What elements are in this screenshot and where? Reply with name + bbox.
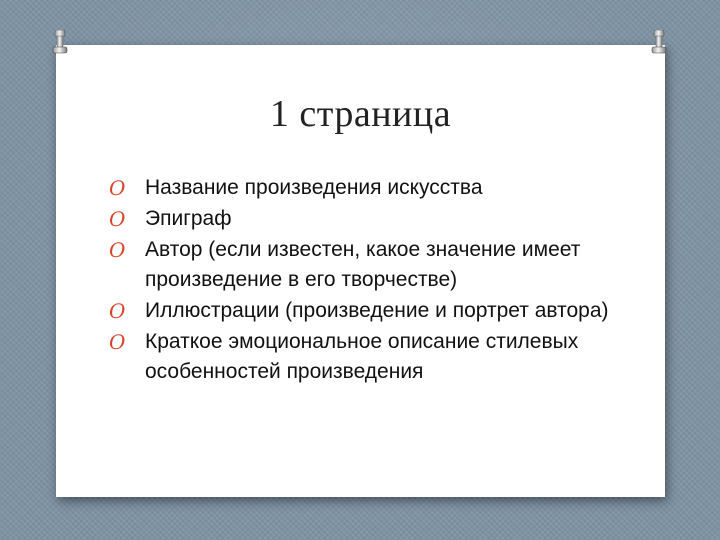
list-item xyxy=(109,327,629,387)
list-item xyxy=(109,235,629,295)
bullet-marker-icon: O xyxy=(109,330,126,354)
list-item-text: Эпиграф xyxy=(145,207,232,230)
list-item xyxy=(109,296,629,326)
pushpin-icon xyxy=(651,30,667,56)
list-item-text: Автор (если известен, какое значение имеет произведение в его творчестве) xyxy=(145,238,581,291)
list-item xyxy=(109,173,629,203)
list-item-text: Краткое эмоциональное описание стилевых особенностей произведения xyxy=(145,330,579,383)
slide-title: 1 страница xyxy=(269,93,452,135)
bullet-marker-icon: O xyxy=(109,299,126,323)
bullet-marker-icon: O xyxy=(109,176,126,200)
bullet-marker-icon: O xyxy=(109,207,126,231)
list-item-text: Иллюстрации (произведение и портрет автора) xyxy=(145,299,609,322)
list-item xyxy=(109,204,629,234)
pushpin-icon xyxy=(52,30,68,56)
bullet-marker-icon: O xyxy=(109,238,126,262)
list-item-text: Название произведения искусства xyxy=(145,176,483,199)
bullet-list xyxy=(109,173,629,388)
